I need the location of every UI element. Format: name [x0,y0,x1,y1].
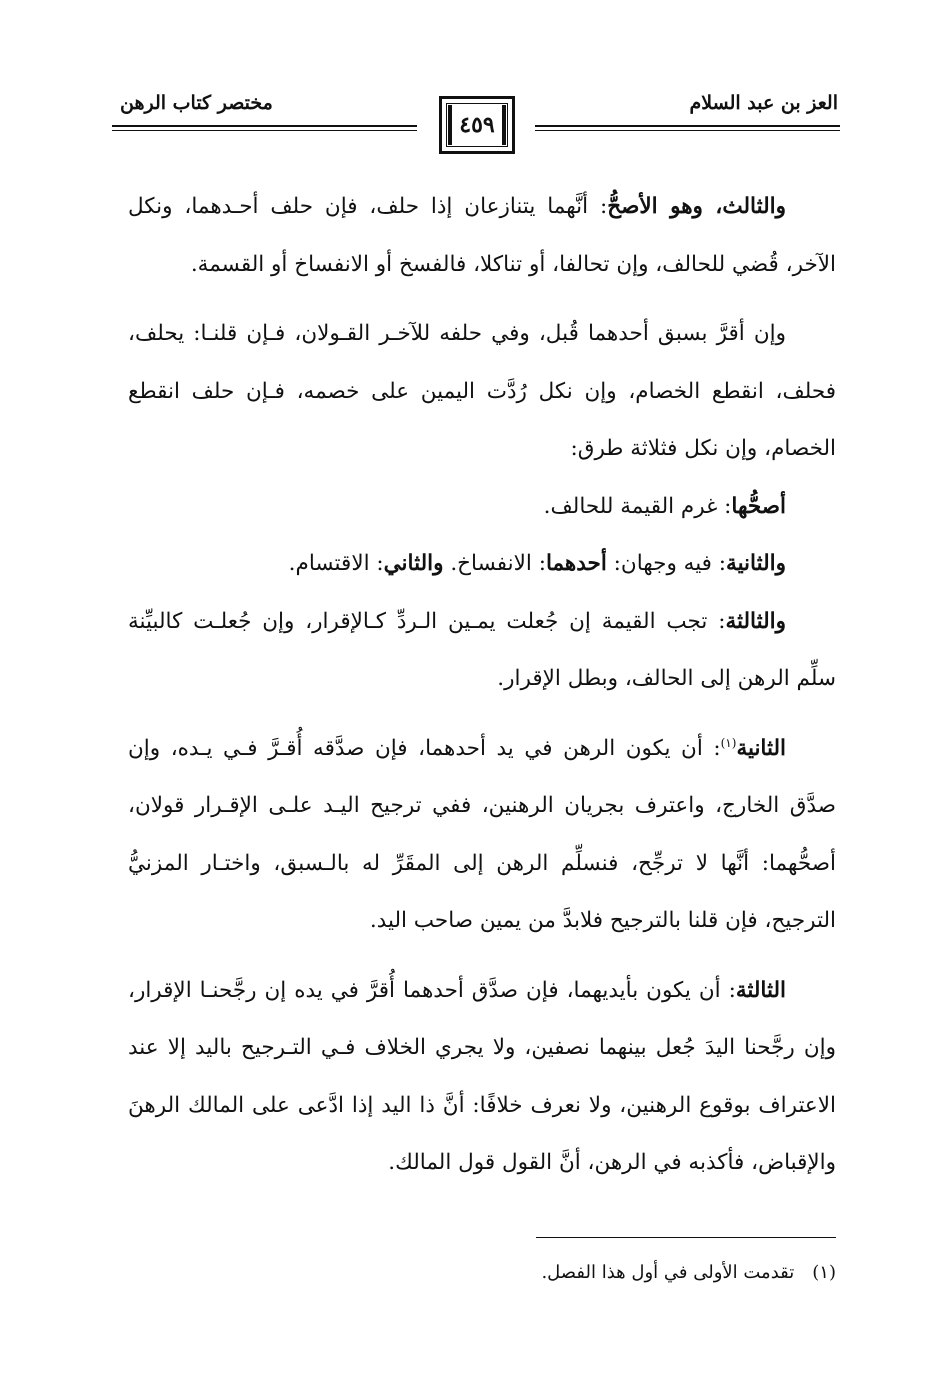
paragraph-lead: أصحُّها [731,493,786,519]
paragraph-second-case [128,720,836,950]
paragraph-text: : غرم القيمة للحالف. [543,493,732,519]
header-rule-left-thin [112,130,417,131]
paragraph-text: وإن أقرَّ بسبق أحدهما قُبل، وفي حلفه للآخـر القـولان، فـإن قلنـا: يحلف، فحلف، انقطع الخصام، وإن نكل رُدَّت اليمين على خصمه، فـإن حلف انقطع الخصام، وإن نكل فثلاثة طرق: [128,321,836,461]
paragraph-text-two: : الاقتسام. [288,551,384,576]
paragraph-text: : أن يكون بأيديهما، فإن صدَّق أحدهما أُقرَّ في يده إن رجَّحنـا الإقرار، وإن رجَّحنا اليدَ جُعل بينهما نصفين، ولا يجري الخلاف فـي التـرجيح باليد إلا عند الاعتراف بوقوع الرهنين، ولا نعرف خلافًا: أنَّ ذا اليد إذا ادَّعى على المالك الرهنَ والإقباض، فأكذبه في الرهن، أنَّ القول قول المالك. [128,977,836,1175]
body-text [128,178,836,1192]
paragraph-lead: والثانية [726,551,786,576]
frame-bar-right [502,105,506,145]
footnote-text: تقدمت الأولى في أول هذا الفصل. [541,1262,795,1283]
paragraph-first-way [128,478,836,536]
footnote-reference[interactable]: (١) [720,735,737,750]
paragraph-lead-two: والثاني [383,551,444,576]
paragraph-third-way [128,593,836,708]
paragraph-text: : فيه وجهان: [606,551,727,576]
paragraph-lead: والثالثة [725,608,786,634]
paragraph-lead-one: أحدهما [545,551,607,576]
paragraph-confession [128,305,836,478]
paragraph-lead: الثانية [736,735,786,761]
paragraph-third-case [128,962,836,1192]
header-rule-right-thin [535,130,840,131]
header-author: العز بن عبد السلام [689,92,838,114]
paragraph-lead: الثالثة [735,977,786,1003]
paragraph-text: : أنَّهما يتنازعان إذا حلف، فإن حلف أحـدهما، ونكل الآخر، قُضي للحالف، وإن تحالفا، أو تناكلا، فالفسخ أو الانفساخ أو القسمة. [128,194,836,277]
footnote-separator [536,1237,836,1238]
header-rule-right [535,125,840,127]
paragraph-text: : أن يكون الرهن في يد أحدهما، فإن صدَّقه أُقـرَّ فـي يـده، وإن صدَّق الخارج، واعترف بجريان الرهنين، ففي ترجيح اليـد علـى الإقـرار قولان، أصحُّهما: أنَّها لا ترجِّح، فنسلِّم الرهن إلى المقَرِّ له بالـسبق، واختـار المزنيُّ الترجيح، فإن قلنا بالترجيح فلابدَّ من يمين صاحب اليد. [128,735,836,933]
page-number: ٤٥٩ [459,112,495,138]
header-rule-left [112,125,417,127]
paragraph-third-opinion [128,178,836,293]
header-book-title: مختصر كتاب الرهن [120,92,273,114]
footnote-mark: (١) [812,1262,836,1283]
frame-bar-left [448,105,452,145]
paragraph-lead: والثالث، وهو الأصحُّ [607,194,786,219]
paragraph-second-way [128,535,836,593]
running-header [112,92,840,162]
footnote [128,1258,836,1288]
paragraph-text: : تجب القيمة إن جُعلت يمـين الـردِّ كـالإقرار، وإن جُعلـت كالبيِّنة سلِّم الرهن إلى الحالف، وبطل الإقرار. [128,608,836,691]
page-number-frame [439,96,515,154]
paragraph-text-one: : الانفساخ. [443,551,546,576]
